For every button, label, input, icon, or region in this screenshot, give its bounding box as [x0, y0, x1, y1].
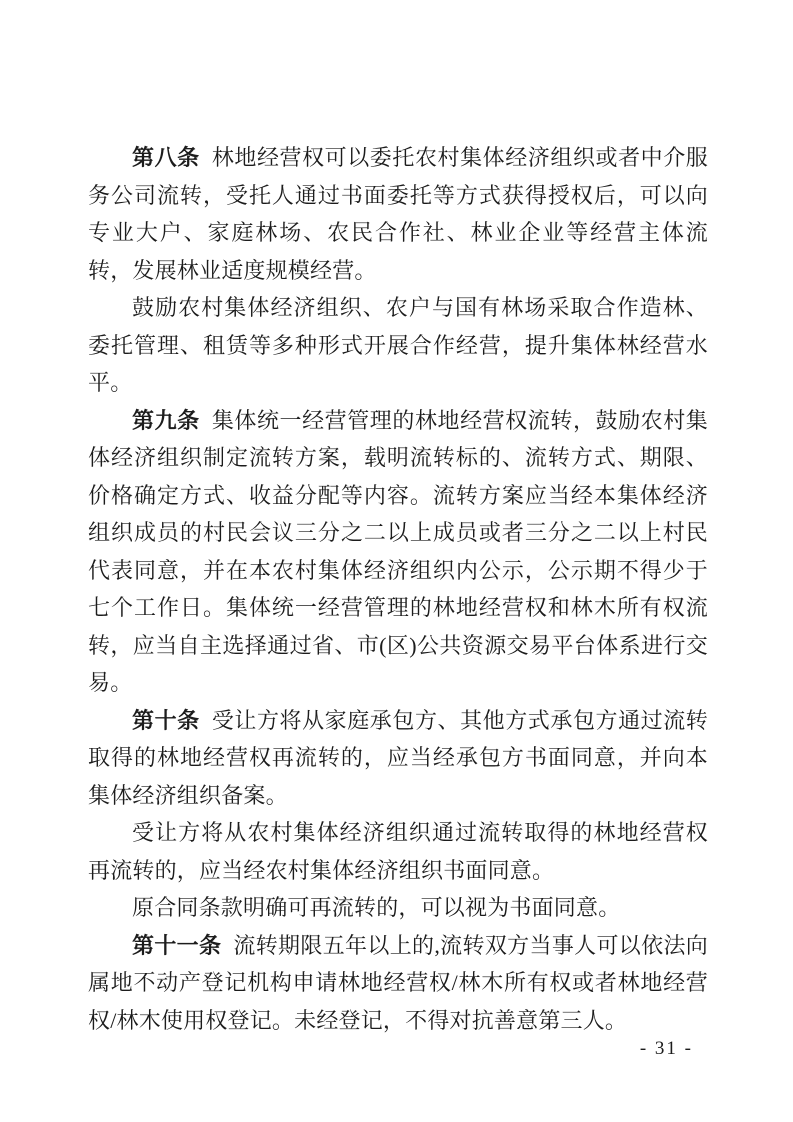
page-number: - 31 -: [639, 1038, 693, 1059]
article-8-sub-text: 鼓励农村集体经济组织、农户与国有林场采取合作造林、委托管理、租赁等多种形式开展合作经营，提升集体林经营水平。: [88, 295, 708, 395]
paragraph-article-10-sub2: [88, 889, 708, 927]
article-10-text: 受让方将从家庭承包方、其他方式承包方通过流转取得的林地经营权再流转的，应当经承包方书面同意，并向本集体经济组织备案。: [88, 707, 708, 808]
article-11-text: 流转期限五年以上的,流转双方当事人可以依法向属地不动产登记机构申请林地经营权/林木所有权或者林地经营权/林木使用权登记。未经登记，不得对抗善意第三人。: [88, 932, 708, 1033]
article-8-text: 林地经营权可以委托农村集体经济组织或者中介服务公司流转，受托人通过书面委托等方式获得授权后，可以向专业大户、家庭林场、农民合作社、林业企业等经营主体流转，发展林业适度规模经营。: [88, 145, 708, 283]
paragraph-article-10-sub1: [88, 814, 708, 889]
paragraph-article-8: [88, 139, 708, 289]
paragraph-article-9: [88, 402, 708, 702]
paragraph-article-10: [88, 702, 708, 815]
article-10-sub1-text: 受让方将从农村集体经济组织通过流转取得的林地经营权再流转的，应当经农村集体经济组织书面同意。: [88, 820, 708, 883]
article-8-number: 第八条: [132, 145, 200, 170]
document-body: [88, 139, 708, 1039]
article-10-sub2-text: 原合同条款明确可再流转的，可以视为书面同意。: [132, 895, 621, 920]
article-11-number: 第十一条: [132, 932, 222, 958]
article-10-number: 第十条: [132, 707, 200, 733]
paragraph-article-11: [88, 927, 708, 1040]
paragraph-article-8-sub: [88, 289, 708, 402]
article-9-text: 集体统一经营管理的林地经营权流转，鼓励农村集体经济组织制定流转方案，载明流转标的、流转方式、期限、价格确定方式、收益分配等内容。流转方案应当经本集体经济组织成员的村民会议三分之二以上成员或者三分之二以上村民代表同意，并在本农村集体经济组织内公示，公示期不得少于七个工作日。集体统一经营管理的林地经营权和林木所有权流转，应当自主选择通过省、市(区)公共资源交易平台体系进行交易。: [88, 407, 708, 695]
article-9-number: 第九条: [132, 407, 200, 433]
